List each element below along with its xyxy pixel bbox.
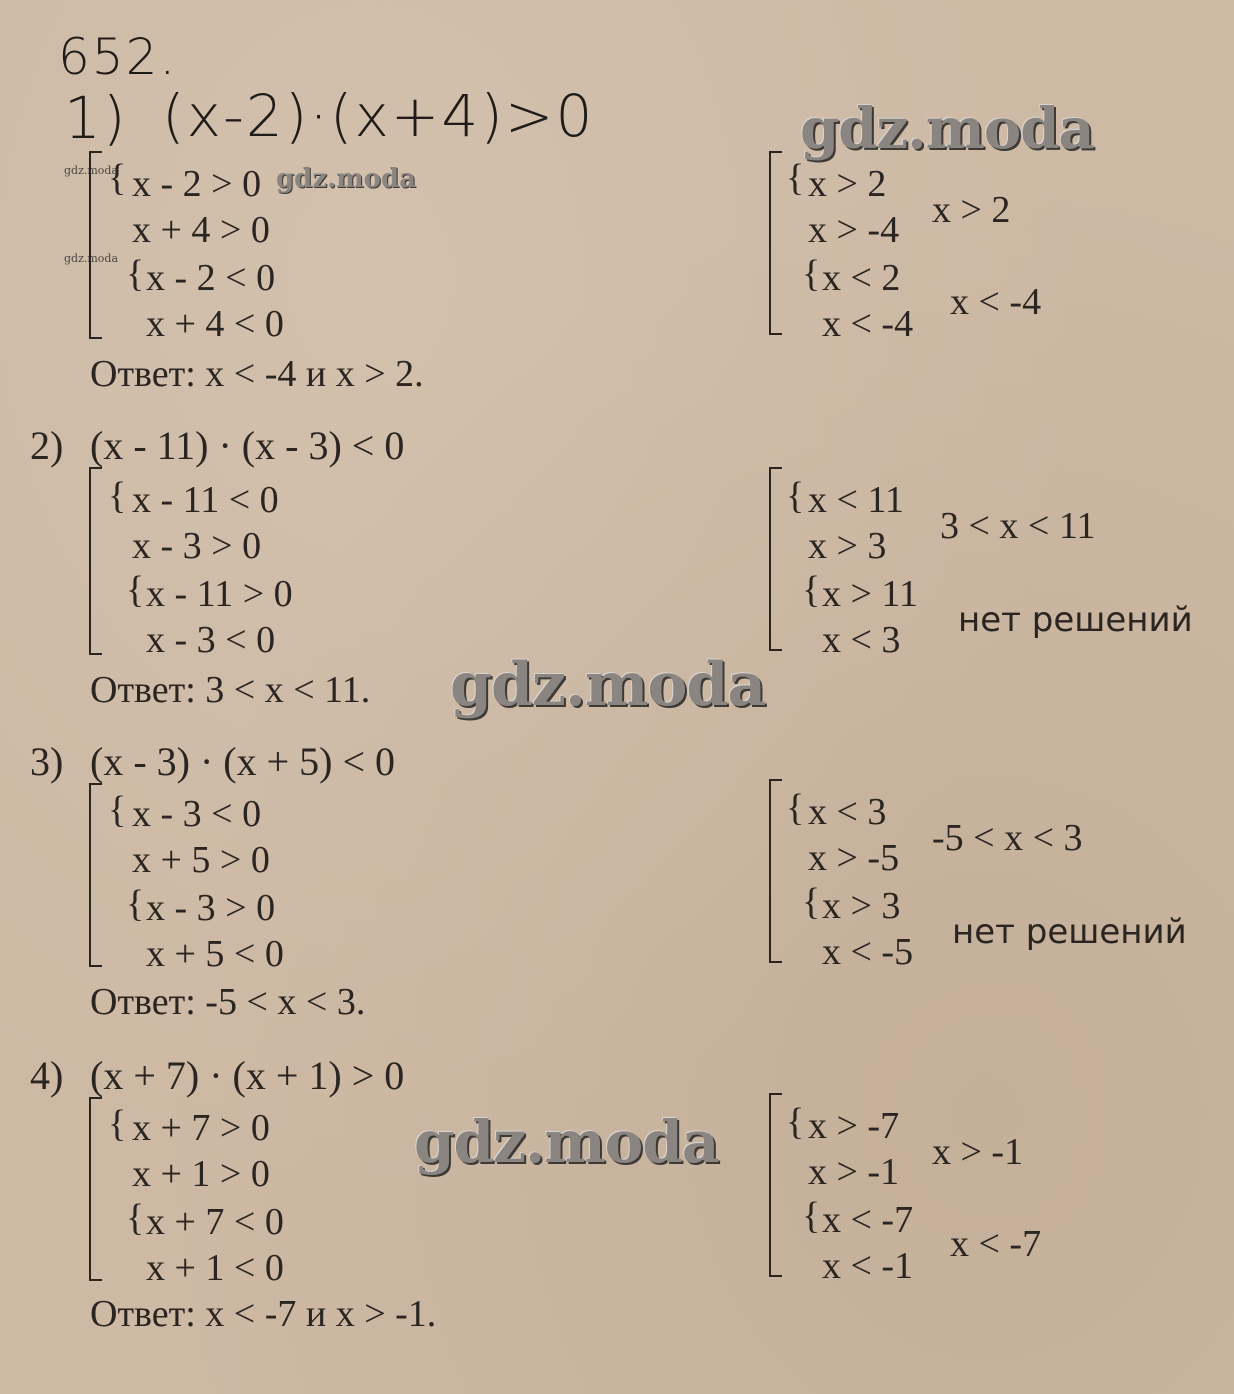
task-number: 652.: [58, 28, 178, 86]
system-brace: {: [126, 569, 145, 611]
rsys2-line1: x > 3: [822, 885, 901, 927]
system-brace: {: [108, 1103, 127, 1145]
problem-label: 4): [30, 1053, 64, 1098]
system-brace: {: [786, 475, 805, 517]
result-2: нет решений: [958, 600, 1193, 640]
result-1: x > 2: [932, 189, 1011, 231]
system-brace: {: [802, 1195, 821, 1237]
system-brace: {: [126, 253, 145, 295]
problem-label: 2): [30, 423, 64, 468]
result-1: -5 < x < 3: [932, 817, 1083, 859]
rsys2-line2: x < 3: [822, 619, 901, 661]
collection-bracket: [764, 466, 784, 656]
result-2: x < -4: [950, 281, 1042, 323]
result-1: 3 < x < 11: [940, 505, 1096, 547]
sys1-line2: x + 1 > 0: [132, 1153, 270, 1195]
sys2-line2: x + 4 < 0: [146, 303, 284, 345]
collection-bracket: [764, 1092, 784, 1282]
system-brace: {: [802, 881, 821, 923]
collection-bracket: [84, 782, 104, 972]
collection-bracket: [764, 778, 784, 968]
system-brace: {: [802, 569, 821, 611]
collection-bracket: [84, 466, 104, 661]
result-1: x > -1: [932, 1131, 1024, 1173]
rsys1-line1: x < 11: [808, 479, 905, 521]
rsys2-line2: x < -1: [822, 1245, 914, 1287]
system-brace: {: [108, 475, 127, 517]
collection-bracket: [84, 1096, 104, 1286]
sys1-line1: x - 3 < 0: [132, 793, 262, 835]
problem-label: 3): [30, 739, 64, 784]
rsys1-line2: x > -4: [808, 209, 900, 251]
result-2: нет решений: [952, 912, 1187, 952]
rsys2-line1: x > 11: [822, 573, 919, 615]
rsys1-line1: x > -7: [808, 1105, 900, 1147]
watermark-bottom: gdz.moda: [414, 1108, 719, 1176]
watermark-tiny-1: gdz.moda: [64, 164, 119, 177]
answer: Ответ: x < -4 и x > 2.: [90, 353, 424, 395]
problem-inequality: (x + 7) · (x + 1) > 0: [90, 1053, 405, 1098]
sys1-line2: x - 3 > 0: [132, 525, 262, 567]
system-brace: {: [108, 789, 127, 831]
system-brace: {: [126, 1197, 145, 1239]
sys2-line2: x + 1 < 0: [146, 1247, 284, 1289]
sys1-line1: x - 2 > 0: [132, 163, 262, 205]
sys2-line2: x - 3 < 0: [146, 619, 276, 661]
system-brace: {: [786, 1101, 805, 1143]
sys2-line1: x + 7 < 0: [146, 1201, 284, 1243]
sys1-line1: x - 11 < 0: [132, 479, 279, 521]
sys2-line2: x + 5 < 0: [146, 933, 284, 975]
watermark-inline: gdz.moda: [276, 164, 417, 194]
sys1-line2: x + 4 > 0: [132, 209, 270, 251]
problem-1-inequality: (x-2)·(x+4)>0: [162, 82, 595, 150]
system-brace: {: [786, 157, 805, 199]
problem-1-label: 1): [64, 84, 128, 152]
sys2-line1: x - 2 < 0: [146, 257, 276, 299]
rsys1-line2: x > 3: [808, 525, 887, 567]
sys1-line2: x + 5 > 0: [132, 839, 270, 881]
sys2-line1: x - 3 > 0: [146, 887, 276, 929]
sys2-line1: x - 11 > 0: [146, 573, 293, 615]
system-brace: {: [126, 883, 145, 925]
collection-bracket: [764, 150, 784, 340]
rsys2-line2: x < -5: [822, 931, 914, 973]
system-brace: {: [108, 157, 127, 199]
rsys2-line1: x < -7: [822, 1199, 914, 1241]
watermark-top-right: gdz.moda: [800, 96, 1094, 162]
rsys1-line2: x > -5: [808, 837, 900, 879]
rsys2-line1: x < 2: [822, 257, 901, 299]
problem-inequality: (x - 3) · (x + 5) < 0: [90, 739, 396, 784]
system-brace: {: [802, 253, 821, 295]
rsys1-line1: x < 3: [808, 791, 887, 833]
watermark-center: gdz.moda: [450, 650, 766, 720]
problem-inequality: (x - 11) · (x - 3) < 0: [90, 423, 405, 468]
sys1-line1: x + 7 > 0: [132, 1107, 270, 1149]
collection-bracket: [84, 150, 104, 345]
result-2: x < -7: [950, 1223, 1042, 1265]
watermark-tiny-2: gdz.moda: [64, 252, 119, 265]
system-brace: {: [786, 787, 805, 829]
rsys1-line2: x > -1: [808, 1151, 900, 1193]
answer: Ответ: 3 < x < 11.: [90, 669, 371, 711]
answer: Ответ: x < -7 и x > -1.: [90, 1293, 437, 1335]
answer: Ответ: -5 < x < 3.: [90, 981, 366, 1023]
rsys2-line2: x < -4: [822, 303, 914, 345]
rsys1-line1: x > 2: [808, 163, 887, 205]
